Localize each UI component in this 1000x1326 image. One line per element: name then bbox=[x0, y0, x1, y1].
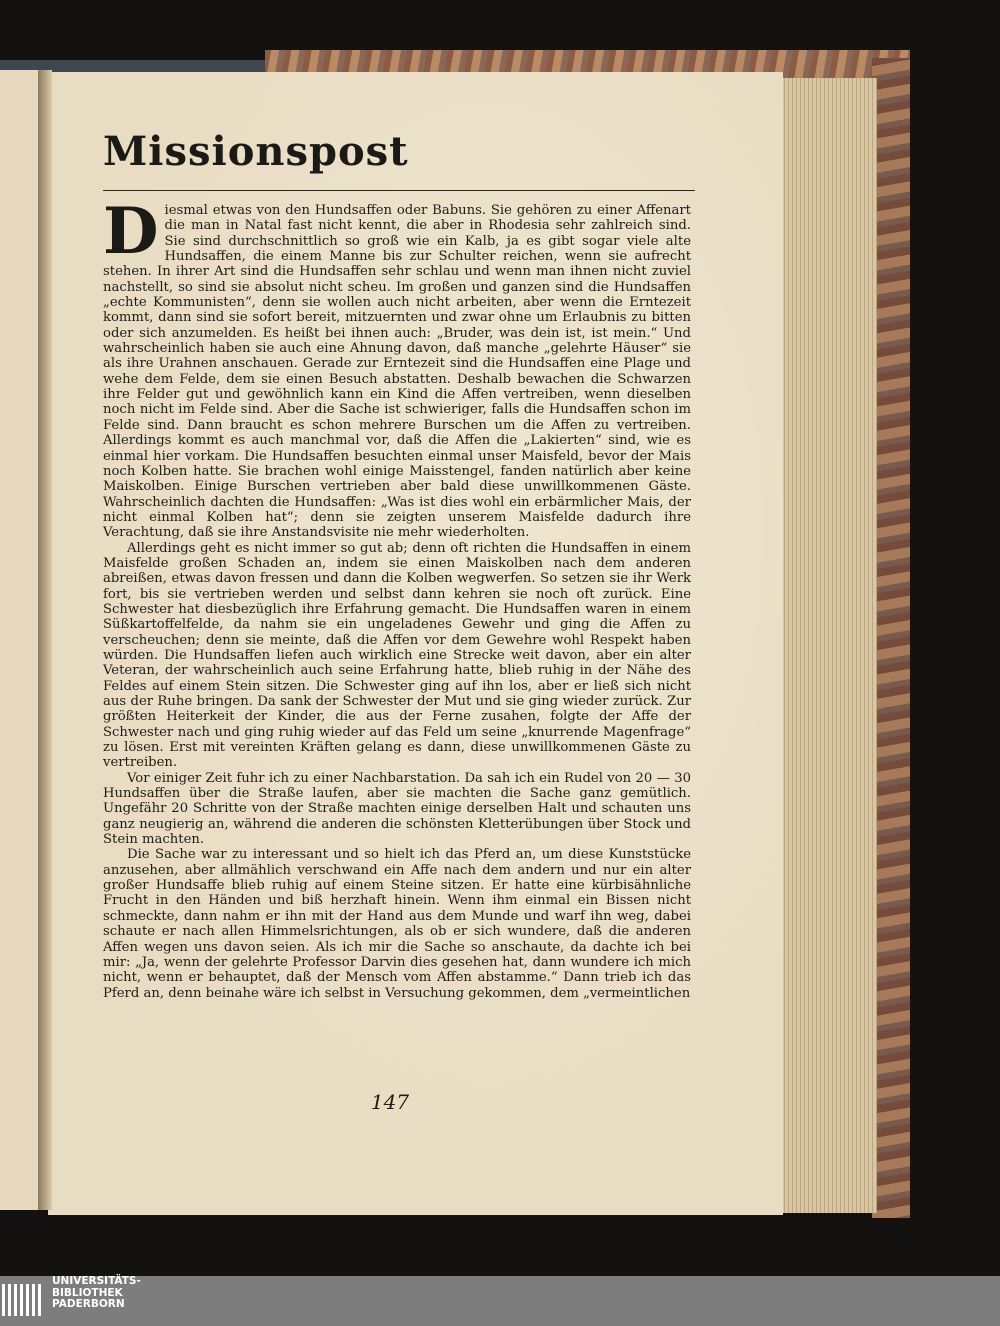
library-logo-icon bbox=[0, 1278, 48, 1322]
library-footer-bar bbox=[0, 1276, 1000, 1326]
drop-cap: D bbox=[103, 194, 159, 269]
paragraph-1-text: iesmal etwas von den Hundsaffen oder Babuns. Sie gehören zu einer Affenart die man in Natal fast nicht kennt, die aber in Rhodesia sehr zahlreich sind. Sie sind durchschnittlich so groß wie ein Kalb, ja es gibt sogar viele alte Hundsaffen, die einem Manne bis zur Schulter reichen, wenn sie aufrecht stehen. In ihrer Art sind die Hundsaffen sehr schlau und wenn man ihnen nicht zuviel nachstellt, so sind sie absolut nicht scheu. Im großen und ganzen sind die Hundsaffen „echte Kommunisten“, denn sie wollen auch nicht arbeiten, aber wenn die Erntezeit kommt, dann sind sie sofort bereit, mitzuernten und zwar ohne um Erlaubnis zu bitten oder sich anzumelden. Es heißt bei ihnen auch: „Bruder, was dein ist, ist mein.“ Und wahrscheinlich haben sie auch eine Ahnung davon, daß manche „gelehrte Häuser“ sie als ihre Urahnen anschauen. Gerade zur Erntezeit sind die Hundsaffen eine Plage und wehe dem Felde, dem sie einen Besuch abstatten. Deshalb bewachen die Schwarzen ihre Felder gut und gewöhnlich kann ein Kind die Affen vertreiben, wenn dieselben noch nicht im Felde sind. Aber die Sache ist schwieriger, falls die Hundsaffen schon im Felde sind. Dann braucht es schon mehrere Burschen um die Affen zu vertreiben. Allerdings kommt es auch manchmal vor, daß die Affen die „Lakierten“ sind, wie es einmal hier vorkam. Die Hundsaffen besuchten einmal unser Maisfeld, bevor der Mais noch Kolben hatte. Sie brachen wohl einige Maisstengel, fanden natürlich aber keine Maiskolben. Einige Burschen vertrieben aber bald diese unwillkommenen Gäste. Wahrscheinlich dachten die Hundsaffen: „Was ist dies wohl ein erbärmlicher Mais, der nicht einmal Kolben hat“; denn sie zeigten unserem Maisfelde dadurch ihre Verachtung, daß sie ihre Anstandsvisite nie mehr wiederholten. bbox=[103, 203, 691, 541]
page-block-edges bbox=[780, 78, 877, 1213]
article-body bbox=[103, 194, 691, 1001]
logo-line-3: PADERBORN bbox=[52, 1298, 125, 1310]
page-title: Missionspost bbox=[103, 128, 409, 175]
logo-line-2: BIBLIOTHEK bbox=[52, 1286, 123, 1299]
page-gutter bbox=[38, 70, 52, 1210]
page-number: 147 bbox=[370, 1090, 410, 1114]
library-logo-text bbox=[52, 1276, 141, 1311]
left-page-edge bbox=[0, 70, 42, 1210]
paragraph-4: Die Sache war zu interessant und so hielt ich das Pferd an, um diese Kunststücke anzusehen, aber allmählich verschwand ein Affe nach dem andern und nur ein alter großer Hundsaffe blieb ruhig auf einem Steine sitzen. Er hatte eine kürbisähnliche Frucht in den Händen und biß herzhaft hinein. Wenn ihm einmal ein Bissen nicht schmeckte, dann nahm er ihn mit der Hand aus dem Munde und warf ihn weg, dabei schaute er nach allen Himmelsrichtungen, als ob er sich wundere, daß die anderen Affen wegen uns davon seien. Als ich mir die Sache so anschaute, da dachte ich bei mir: „Ja, wenn der gelehrte Professor Darvin dies gesehen hat, dann wundere ich mich nicht, wenn er behauptet, daß der Mensch vom Affen abstamme.“ Dann trieb ich das Pferd an, denn beinahe wäre ich selbst in Versuchung gekommen, dem „vermeintlichen bbox=[103, 847, 691, 1001]
paragraph-1 bbox=[103, 194, 691, 541]
logo-line-1: UNIVERSITÄTS- bbox=[52, 1275, 141, 1287]
title-rule bbox=[103, 190, 695, 191]
marbled-cover-right bbox=[872, 58, 910, 1218]
paragraph-3: Vor einiger Zeit fuhr ich zu einer Nachbarstation. Da sah ich ein Rudel von 20 — 30 Hundsaffen über die Straße laufen, aber sie machten die Sache ganz gemütlich. Ungefähr 20 Schritte von der Straße machten einige derselben Halt und schauten uns ganz neugierig an, während die anderen die schönsten Kletterübungen über Stock und Stein machten. bbox=[103, 770, 691, 848]
paragraph-2: Allerdings geht es nicht immer so gut ab; denn oft richten die Hundsaffen in einem Maisfelde großen Schaden an, indem sie einen Maiskolben nach dem anderen abreißen, etwas davon fressen und dann die Kolben wegwerfen. So setzen sie ihr Werk fort, bis sie vertrieben werden und selbst dann kehren sie noch oft zurück. Eine Schwester hat diesbezüglich ihre Erfahrung gemacht. Die Hundsaffen waren in einem Süßkartoffelfelde, da nahm sie ein ungeladenes Gewehr und ging die Affen zu verscheuchen; denn sie meinte, daß die Affen vor dem Gewehre wohl Respekt haben würden. Die Hundsaffen liefen auch wirklich eine Strecke weit davon, aber ein alter Veteran, der wahrscheinlich auch seine Erfahrung hatte, blieb ruhig in der Nähe des Feldes auf einem Stein sitzen. Die Schwester ging auf ihn los, aber er ließ sich nicht aus der Ruhe bringen. Da sank der Schwester der Mut und sie ging wieder zurück. Zur größten Heiterkeit der Kinder, die aus der Ferne zusahen, folgte der Affe der Schwester nach und ging ruhig wieder auf das Feld um seine „knurrende Magenfrage“ zu lösen. Erst mit vereinten Kräften gelang es dann, diese unwillkommenen Gäste zu vertreiben. bbox=[103, 540, 691, 771]
